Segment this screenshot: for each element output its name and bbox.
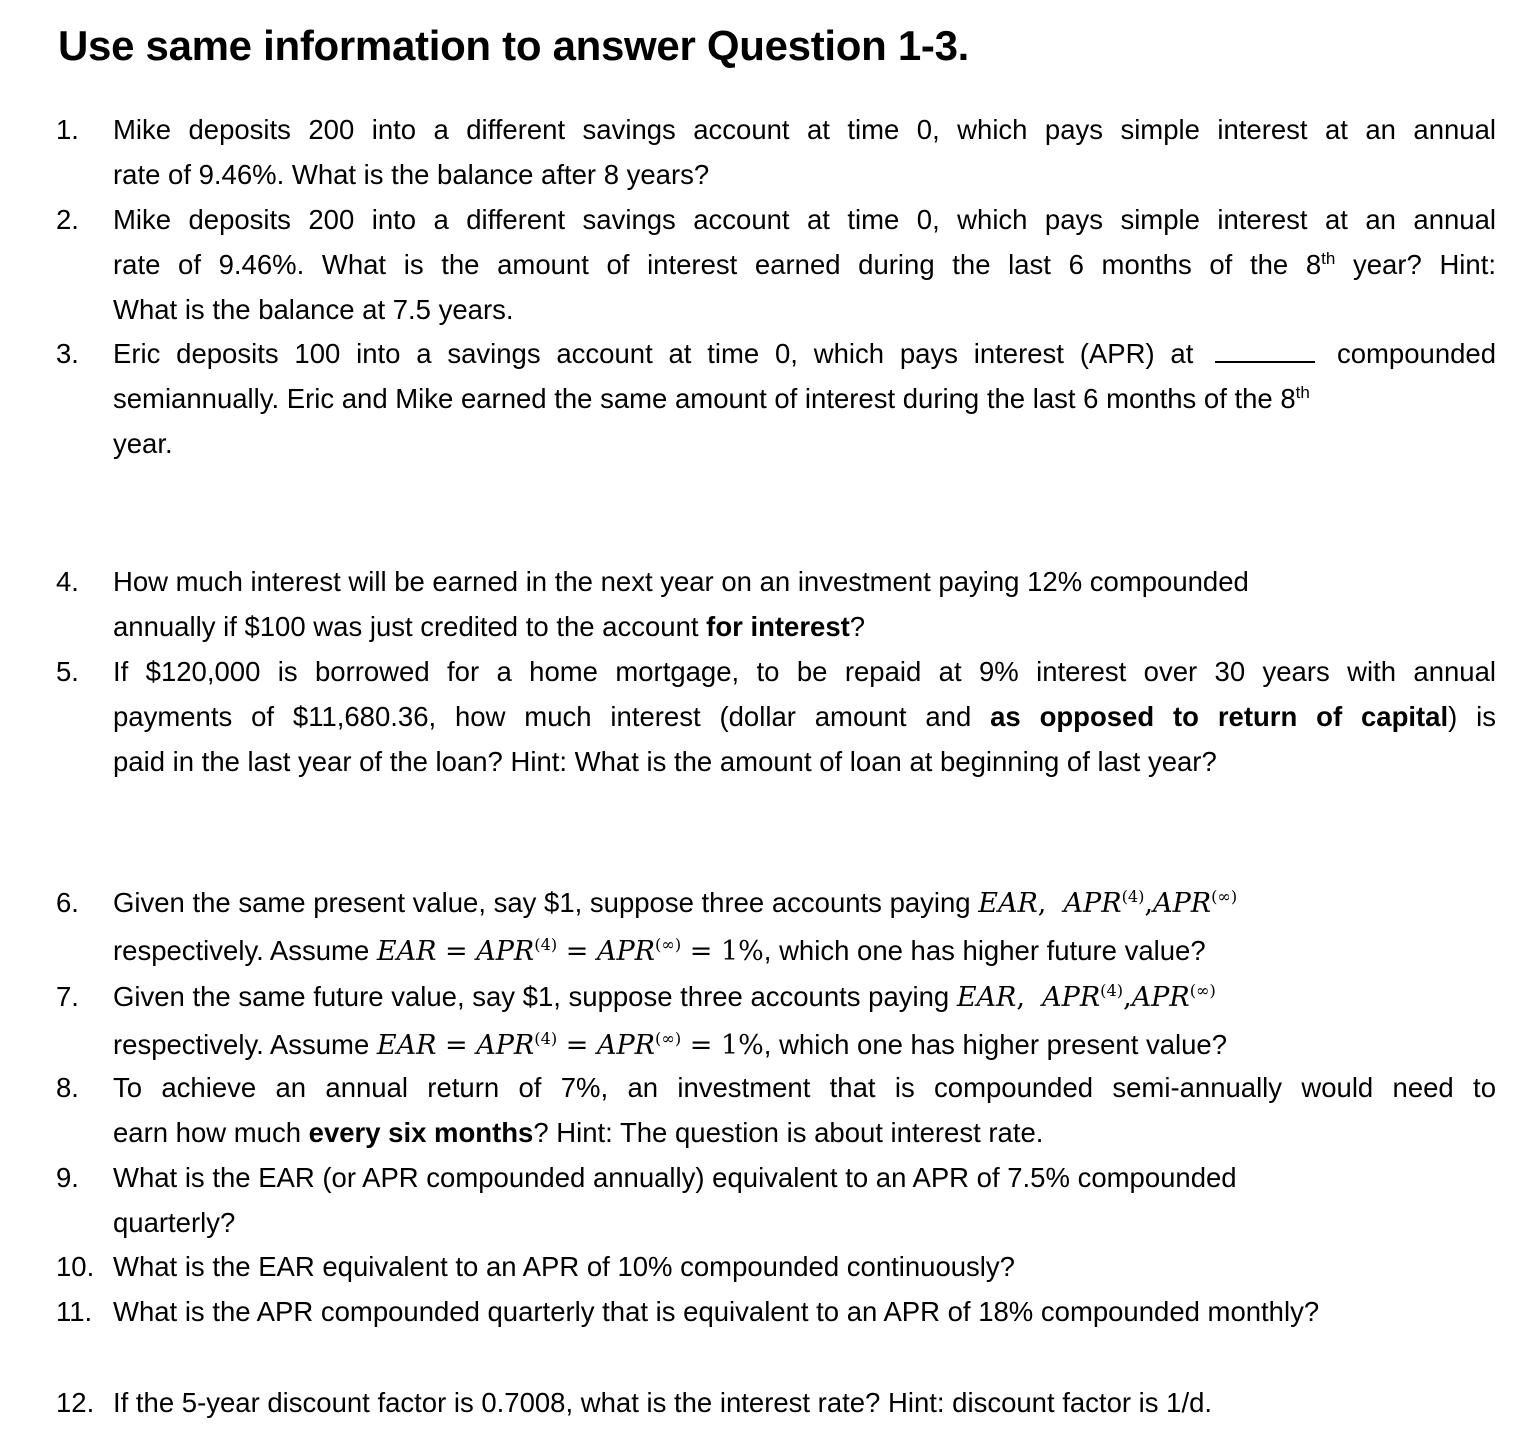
math-symbol: APR xyxy=(476,1030,535,1061)
question-text: paid in the last year of the loan? Hint: What is the amount of loan at beginning of last year? xyxy=(113,746,1217,777)
question-text: compounded xyxy=(1336,338,1496,369)
question-text: ? xyxy=(849,611,866,642)
formula xyxy=(377,936,764,967)
question-9 xyxy=(56,1155,1496,1245)
question-2 xyxy=(56,197,1496,332)
math-symbol: 1% xyxy=(720,936,764,967)
question-10 xyxy=(56,1244,1496,1289)
math-superscript: (4) xyxy=(1100,981,1124,1000)
math-superscript: (∞) xyxy=(1189,981,1216,1000)
question-text: What is the EAR equivalent to an APR of 10% compounded continuously? xyxy=(113,1251,1015,1282)
question-text: year? Hint: xyxy=(1335,249,1496,280)
math-symbol: , xyxy=(1037,888,1047,919)
question-number: 8. xyxy=(56,1072,79,1103)
question-number: 7. xyxy=(56,981,79,1012)
question-6 xyxy=(56,879,1496,975)
question-text: quarterly? xyxy=(113,1207,236,1238)
question-5 xyxy=(56,649,1496,784)
question-3 xyxy=(56,331,1496,466)
formula xyxy=(957,982,1216,1013)
question-text: , which one has higher future value? xyxy=(763,935,1206,966)
formula xyxy=(978,888,1237,919)
superscript: th xyxy=(1295,382,1310,402)
question-text-line xyxy=(113,1110,1496,1155)
question-text-line xyxy=(113,376,1496,421)
question-text-line xyxy=(113,242,1496,287)
question-text: earn how much xyxy=(113,1117,309,1148)
question-text-line xyxy=(113,973,1496,1021)
question-number: 4. xyxy=(56,566,79,597)
question-text: Eric deposits 100 into a savings account at time 0, which pays interest (APR) at xyxy=(113,338,1194,369)
math-symbol: , xyxy=(1016,982,1025,1013)
question-text: What is the balance at 7.5 years. xyxy=(113,294,514,325)
math-symbol: = xyxy=(689,1030,713,1061)
math-symbol: , xyxy=(1123,982,1132,1013)
question-1 xyxy=(56,107,1496,197)
math-symbol: 1% xyxy=(720,1030,764,1061)
math-symbol: EAR xyxy=(956,982,1017,1013)
question-text-line xyxy=(113,694,1496,739)
question-text: If the 5-year discount factor is 0.7008, what is the interest rate? Hint: discount factor is 1/d. xyxy=(113,1387,1213,1418)
question-text-line xyxy=(113,927,1496,975)
question-text-line xyxy=(113,331,1496,376)
math-symbol: EAR xyxy=(978,888,1038,919)
question-number: 2. xyxy=(56,204,79,235)
question-text: respectively. Assume xyxy=(113,1029,377,1060)
math-symbol: APR xyxy=(597,1030,656,1061)
math-symbol: = xyxy=(689,936,713,967)
question-number: 10. xyxy=(56,1251,95,1282)
math-symbol: , xyxy=(1144,888,1154,919)
math-symbol: = xyxy=(565,936,589,967)
question-11 xyxy=(56,1289,1496,1334)
question-text: Given the same present value, say $1, suppose three accounts paying xyxy=(113,887,979,918)
question-text: year. xyxy=(113,428,173,459)
math-symbol: EAR xyxy=(376,936,437,967)
question-text: , which one has higher present value? xyxy=(763,1029,1228,1060)
question-text: Given the same future value, say $1, suppose three accounts paying xyxy=(113,981,957,1012)
bold-text: every six months xyxy=(308,1117,534,1148)
question-text: annually if $100 was just credited to the account xyxy=(113,611,707,642)
math-symbol: APR xyxy=(1042,982,1101,1013)
question-text: ) is xyxy=(1448,701,1496,732)
formula xyxy=(377,1030,764,1061)
question-text: rate of 9.46%. What is the amount of interest earned during the last 6 months of the 8 xyxy=(113,249,1322,280)
math-symbol: APR xyxy=(597,936,656,967)
math-superscript: (∞) xyxy=(1211,887,1238,906)
math-symbol: APR xyxy=(1131,982,1190,1013)
math-superscript: (∞) xyxy=(655,1029,682,1048)
question-12 xyxy=(56,1380,1496,1425)
question-7 xyxy=(56,973,1496,1069)
question-8 xyxy=(56,1065,1496,1155)
math-superscript: (4) xyxy=(534,1029,558,1048)
question-text: ? Hint: The question is about interest rate. xyxy=(533,1117,1044,1148)
question-text: Mike deposits 200 into a different savings account at time 0, which pays simple interest at an annual xyxy=(113,204,1496,235)
question-text-line xyxy=(113,1021,1496,1069)
question-text-line xyxy=(113,879,1496,927)
question-number: 12. xyxy=(56,1387,95,1418)
question-text: If $120,000 is borrowed for a home mortgage, to be repaid at 9% interest over 30 years with annual xyxy=(113,656,1496,687)
question-number: 1. xyxy=(56,114,79,145)
question-text: What is the EAR (or APR compounded annually) equivalent to an APR of 7.5% compounded xyxy=(113,1162,1237,1193)
math-superscript: (4) xyxy=(1121,887,1145,906)
question-text: respectively. Assume xyxy=(113,935,377,966)
page-title: Use same information to answer Question 1-3. xyxy=(58,22,970,69)
math-symbol: = xyxy=(565,1030,589,1061)
question-number: 9. xyxy=(56,1162,79,1193)
answer-blank xyxy=(1215,337,1315,363)
question-number: 6. xyxy=(56,887,79,918)
superscript: th xyxy=(1321,248,1336,268)
math-symbol: EAR xyxy=(376,1030,437,1061)
question-4 xyxy=(56,559,1496,649)
question-number: 3. xyxy=(56,338,79,369)
question-text: payments of $11,680.36, how much interest (dollar amount and xyxy=(113,701,991,732)
math-symbol: = xyxy=(445,936,468,967)
math-symbol: APR xyxy=(1063,888,1122,919)
question-number: 11. xyxy=(56,1296,93,1327)
math-symbol: = xyxy=(445,1030,468,1061)
question-text: Mike deposits 200 into a different savings account at time 0, which pays simple interest at an annual xyxy=(113,114,1496,145)
math-superscript: (4) xyxy=(534,935,558,954)
bold-text: for interest xyxy=(706,611,850,642)
question-text-line xyxy=(113,604,1496,649)
question-number: 5. xyxy=(56,656,79,687)
question-text: semiannually. Eric and Mike earned the same amount of interest during the last 6 months of the 8 xyxy=(113,383,1296,414)
math-symbol: APR xyxy=(476,936,535,967)
math-superscript: (∞) xyxy=(655,935,682,954)
question-text: To achieve an annual return of 7%, an investment that is compounded semi-annually would need to xyxy=(113,1072,1496,1103)
question-text: How much interest will be earned in the next year on an investment paying 12% compounded xyxy=(113,566,1249,597)
math-symbol: APR xyxy=(1153,888,1212,919)
question-text: rate of 9.46%. What is the balance after 8 years? xyxy=(113,159,710,190)
question-text: What is the APR compounded quarterly that is equivalent to an APR of 18% compounded monthly? xyxy=(113,1296,1320,1327)
bold-text: as opposed to return of capital xyxy=(990,701,1449,732)
